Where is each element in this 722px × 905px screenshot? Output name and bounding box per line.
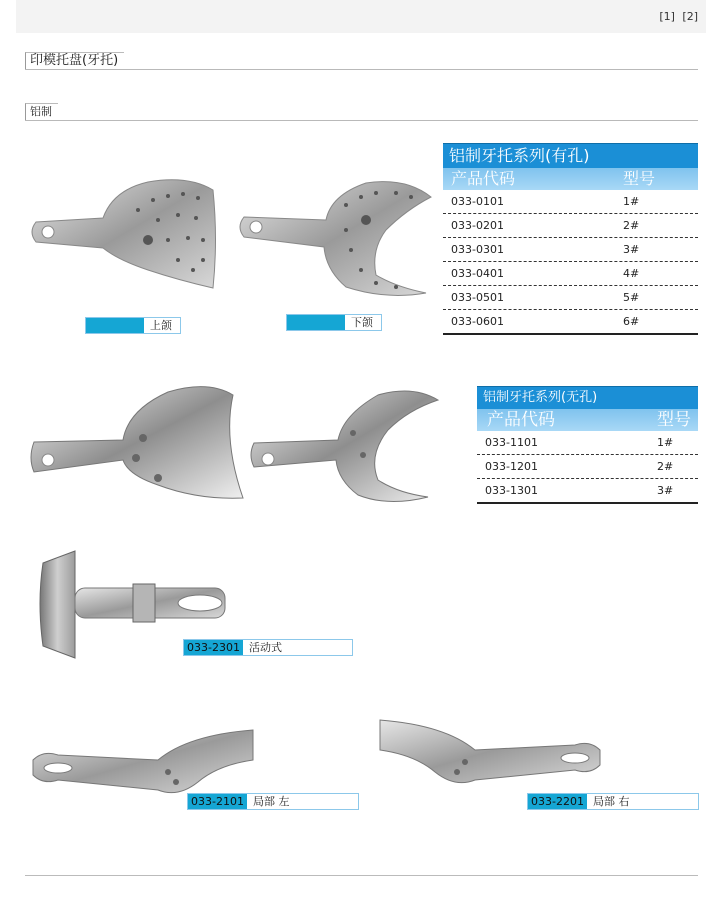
table-row [443,262,698,286]
top-bar [16,0,706,33]
cell-model: 2# [657,460,674,473]
caption-code: 033-2301 [184,640,243,655]
caption-code: 033-2201 [528,794,587,809]
table-row [477,431,698,455]
caption-partial-left [187,793,359,810]
footer-divider [25,875,698,876]
cell-code: 033-0601 [451,315,504,328]
caption-upper-text: 上颌 [150,319,172,332]
lower-perforated-tray-image [236,175,441,300]
cell-code: 033-0501 [451,291,504,304]
cell-model: 2# [623,219,640,232]
cell-model: 5# [623,291,640,304]
column-header-code: 产品代码 [451,169,516,188]
cell-code: 033-0301 [451,243,504,256]
page-link-2[interactable]: [2] [682,10,698,23]
caption-color-block [86,318,144,333]
cell-code: 033-1201 [485,460,538,473]
table-row [443,286,698,310]
cell-code: 033-0401 [451,267,504,280]
cell-model: 4# [623,267,640,280]
page-link-1[interactable]: [1] [659,10,675,23]
caption-text: 局部 左 [252,795,290,808]
caption-lower [286,314,382,331]
caption-text: 局部 右 [592,795,630,808]
pagination [655,10,698,23]
caption-code: 033-2101 [188,794,247,809]
page-title-text: 印模托盘(牙托) [25,52,124,69]
table-title: 铝制牙托系列(有孔) [443,143,698,168]
upper-solid-tray-image [28,380,248,505]
column-header-model: 型号 [623,169,656,188]
cell-code: 033-0101 [451,195,504,208]
section-title-text: 铝制 [25,103,58,120]
caption-partial-right [527,793,699,810]
table-row [477,455,698,479]
cell-code: 033-0201 [451,219,504,232]
caption-upper [85,317,181,334]
caption-color-block [287,315,345,330]
caption-text: 活动式 [248,641,282,654]
cell-model: 6# [623,315,640,328]
page-title [25,52,698,70]
cell-model: 3# [623,243,640,256]
table-solid [477,386,698,504]
table-row [443,310,698,335]
table-header [477,409,698,431]
column-header-code: 产品代码 [487,410,555,430]
partial-right-tray-image [375,710,605,795]
caption-movable [183,639,353,656]
section-title [25,103,698,121]
table-row [443,190,698,214]
upper-perforated-tray-image [28,170,228,295]
cell-code: 033-1301 [485,484,538,497]
table-row [477,479,698,504]
table-row [443,214,698,238]
table-perforated [443,143,698,335]
table-header [443,168,698,190]
table-row [443,238,698,262]
cell-code: 033-1101 [485,436,538,449]
cell-model: 1# [657,436,674,449]
table-title: 铝制牙托系列(无孔) [477,386,698,409]
caption-lower-text: 下颌 [351,316,373,329]
column-header-model: 型号 [657,410,691,430]
lower-solid-tray-image [248,385,448,510]
cell-model: 3# [657,484,674,497]
cell-model: 1# [623,195,640,208]
